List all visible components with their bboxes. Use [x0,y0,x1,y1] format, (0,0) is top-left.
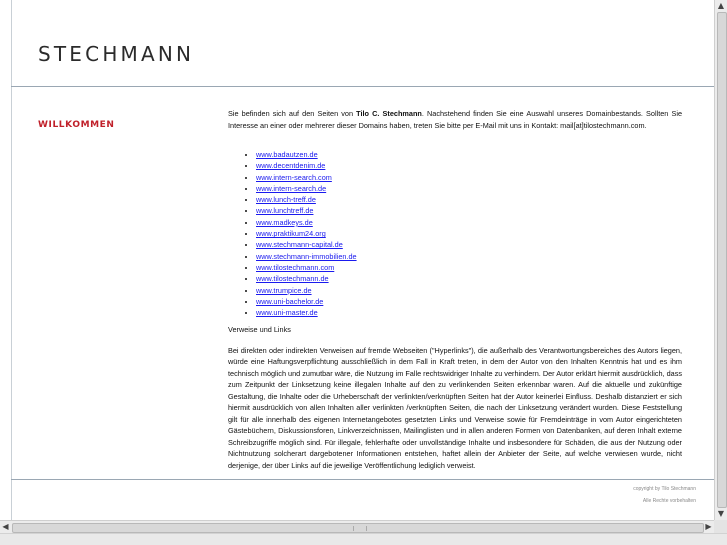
list-item [256,205,682,216]
domain-link[interactable]: www.uni-bachelor.de [256,296,324,306]
vertical-scrollbar[interactable] [714,0,727,520]
domain-link[interactable]: www.madkeys.de [256,217,313,227]
list-item [256,160,682,171]
nav-item-willkommen[interactable]: WILLKOMMEN [38,120,115,130]
domain-link[interactable]: www.stechmann-capital.de [256,240,343,250]
horizontal-scrollbar[interactable] [0,520,714,533]
list-item [256,228,682,239]
scroll-left-icon[interactable]: ◀ [2,522,9,531]
list-item [256,296,682,307]
domain-link[interactable]: www.badautzen.de [256,150,318,159]
list-item [256,149,682,160]
copyright-text: copyright by Tilo Stechmann [633,486,696,492]
scroll-grip-icon [353,526,367,531]
domain-link[interactable]: www.tilostechmann.de [256,274,329,284]
intro-suffix: . Nachstehend finden Sie eine Auswahl unseres Domainbestands. Sollten Sie Interesse an einer oder mehrerer dieser Domains haben, treten Sie bitte per E-Mail mit uns in Kontakt: mail[at]tilostechmann.com. [228,109,683,130]
domain-link[interactable]: www.stechmann-immobilien.de [256,251,357,261]
domain-link[interactable]: www.trumpice.de [256,285,312,295]
links-heading: Verweise und Links [228,325,291,335]
vertical-scroll-thumb[interactable] [717,12,727,508]
domain-link[interactable]: www.praktikum24.org [256,229,326,239]
window-bottom-strip [0,533,727,545]
list-item [256,251,682,262]
scroll-up-icon[interactable]: ▲ [717,1,725,10]
site-logo: STECHMANN [38,42,195,66]
scrollbar-corner [714,520,727,533]
list-item [256,183,682,194]
rights-text: Alle Rechte vorbehalten [642,498,696,504]
intro-paragraph [228,108,682,131]
list-item [256,273,682,284]
scroll-down-icon[interactable]: ▼ [717,509,725,518]
list-item [256,172,682,183]
domain-list [228,149,682,318]
list-item [256,307,682,318]
domain-link[interactable]: www.tilostechmann.com [256,262,335,272]
domain-link[interactable]: www.lunch-treff.de [256,195,316,205]
disclaimer-text: Bei direkten oder indirekten Verweisen auf fremde Webseiten ("Hyperlinks"), die außerhalb des Verantwortungsbereiches des Autors liegen, würde eine Haftungsverpflichtung ausschließlich in dem Fall in Kraft treten, in dem der Autor von den Inhalten Kenntnis hat und es ihm technisch möglich und zumutbar wäre, die Nutzung im Falle rechtswidriger Inhalte zu verhindern. Der Autor erklärt hiermit ausdrücklich, dass zum Zeitpunkt der Linksetzung keine illegalen Inhalte auf den zu verlinkenden Seiten erkennbar waren. Auf die aktuelle und zukünftige Gestaltung, die Inhalte oder die Urheberschaft der verlinkten/verknüpften Seiten hat der Autor keinerlei Einfluss. Deshalb distanziert er sich hiermit ausdrücklich von allen Inhalten aller verlinkten /verknüpften Seiten, die nach der Linksetzung verändert wurden. Diese Feststellung gilt für alle innerhalb des eigenen Internetangebotes gesetzten Links und Verweise sowie für Fremdeinträge in vom Autor eingerichteten Gästebüchern, Diskussionsforen, Linkverzeichnissen, Mailinglisten und in allen anderen Formen von Datenbanken, auf deren Inhalt externe Schreibzugriffe möglich sind. Für illegale, fehlerhafte oder unvollständige Inhalte und insbesondere für Schäden, die aus der Nutzung oder Nichtnutzung solcherart dargebotener Informationen entstehen, haftet allein der Anbieter der Seite, auf welche verwiesen wurde, nicht derjenige, der über Links auf die jeweilige Veröffentlichung lediglich verweist. [228,345,682,470]
domain-link[interactable]: www.intern-search.de [256,183,327,193]
list-item [256,194,682,205]
header-divider [11,86,714,87]
intro-prefix: Sie befinden sich auf den Seiten von [228,109,357,118]
domain-link[interactable]: www.lunchtreff.de [256,206,314,216]
list-item [256,217,682,228]
footer-divider [11,479,714,480]
domain-link[interactable]: www.uni-master.de [256,308,318,318]
scroll-right-icon[interactable]: ▶ [705,522,712,531]
owner-name: Tilo C. Stechmann [356,109,422,118]
left-border-line [11,0,12,520]
horizontal-scroll-thumb[interactable] [12,523,704,533]
domain-link[interactable]: www.intern-search.com [256,172,332,182]
list-item [256,239,682,250]
main-content [228,108,682,471]
list-item [256,285,682,296]
list-item [256,262,682,273]
domain-link[interactable]: www.decentdenim.de [256,161,326,171]
